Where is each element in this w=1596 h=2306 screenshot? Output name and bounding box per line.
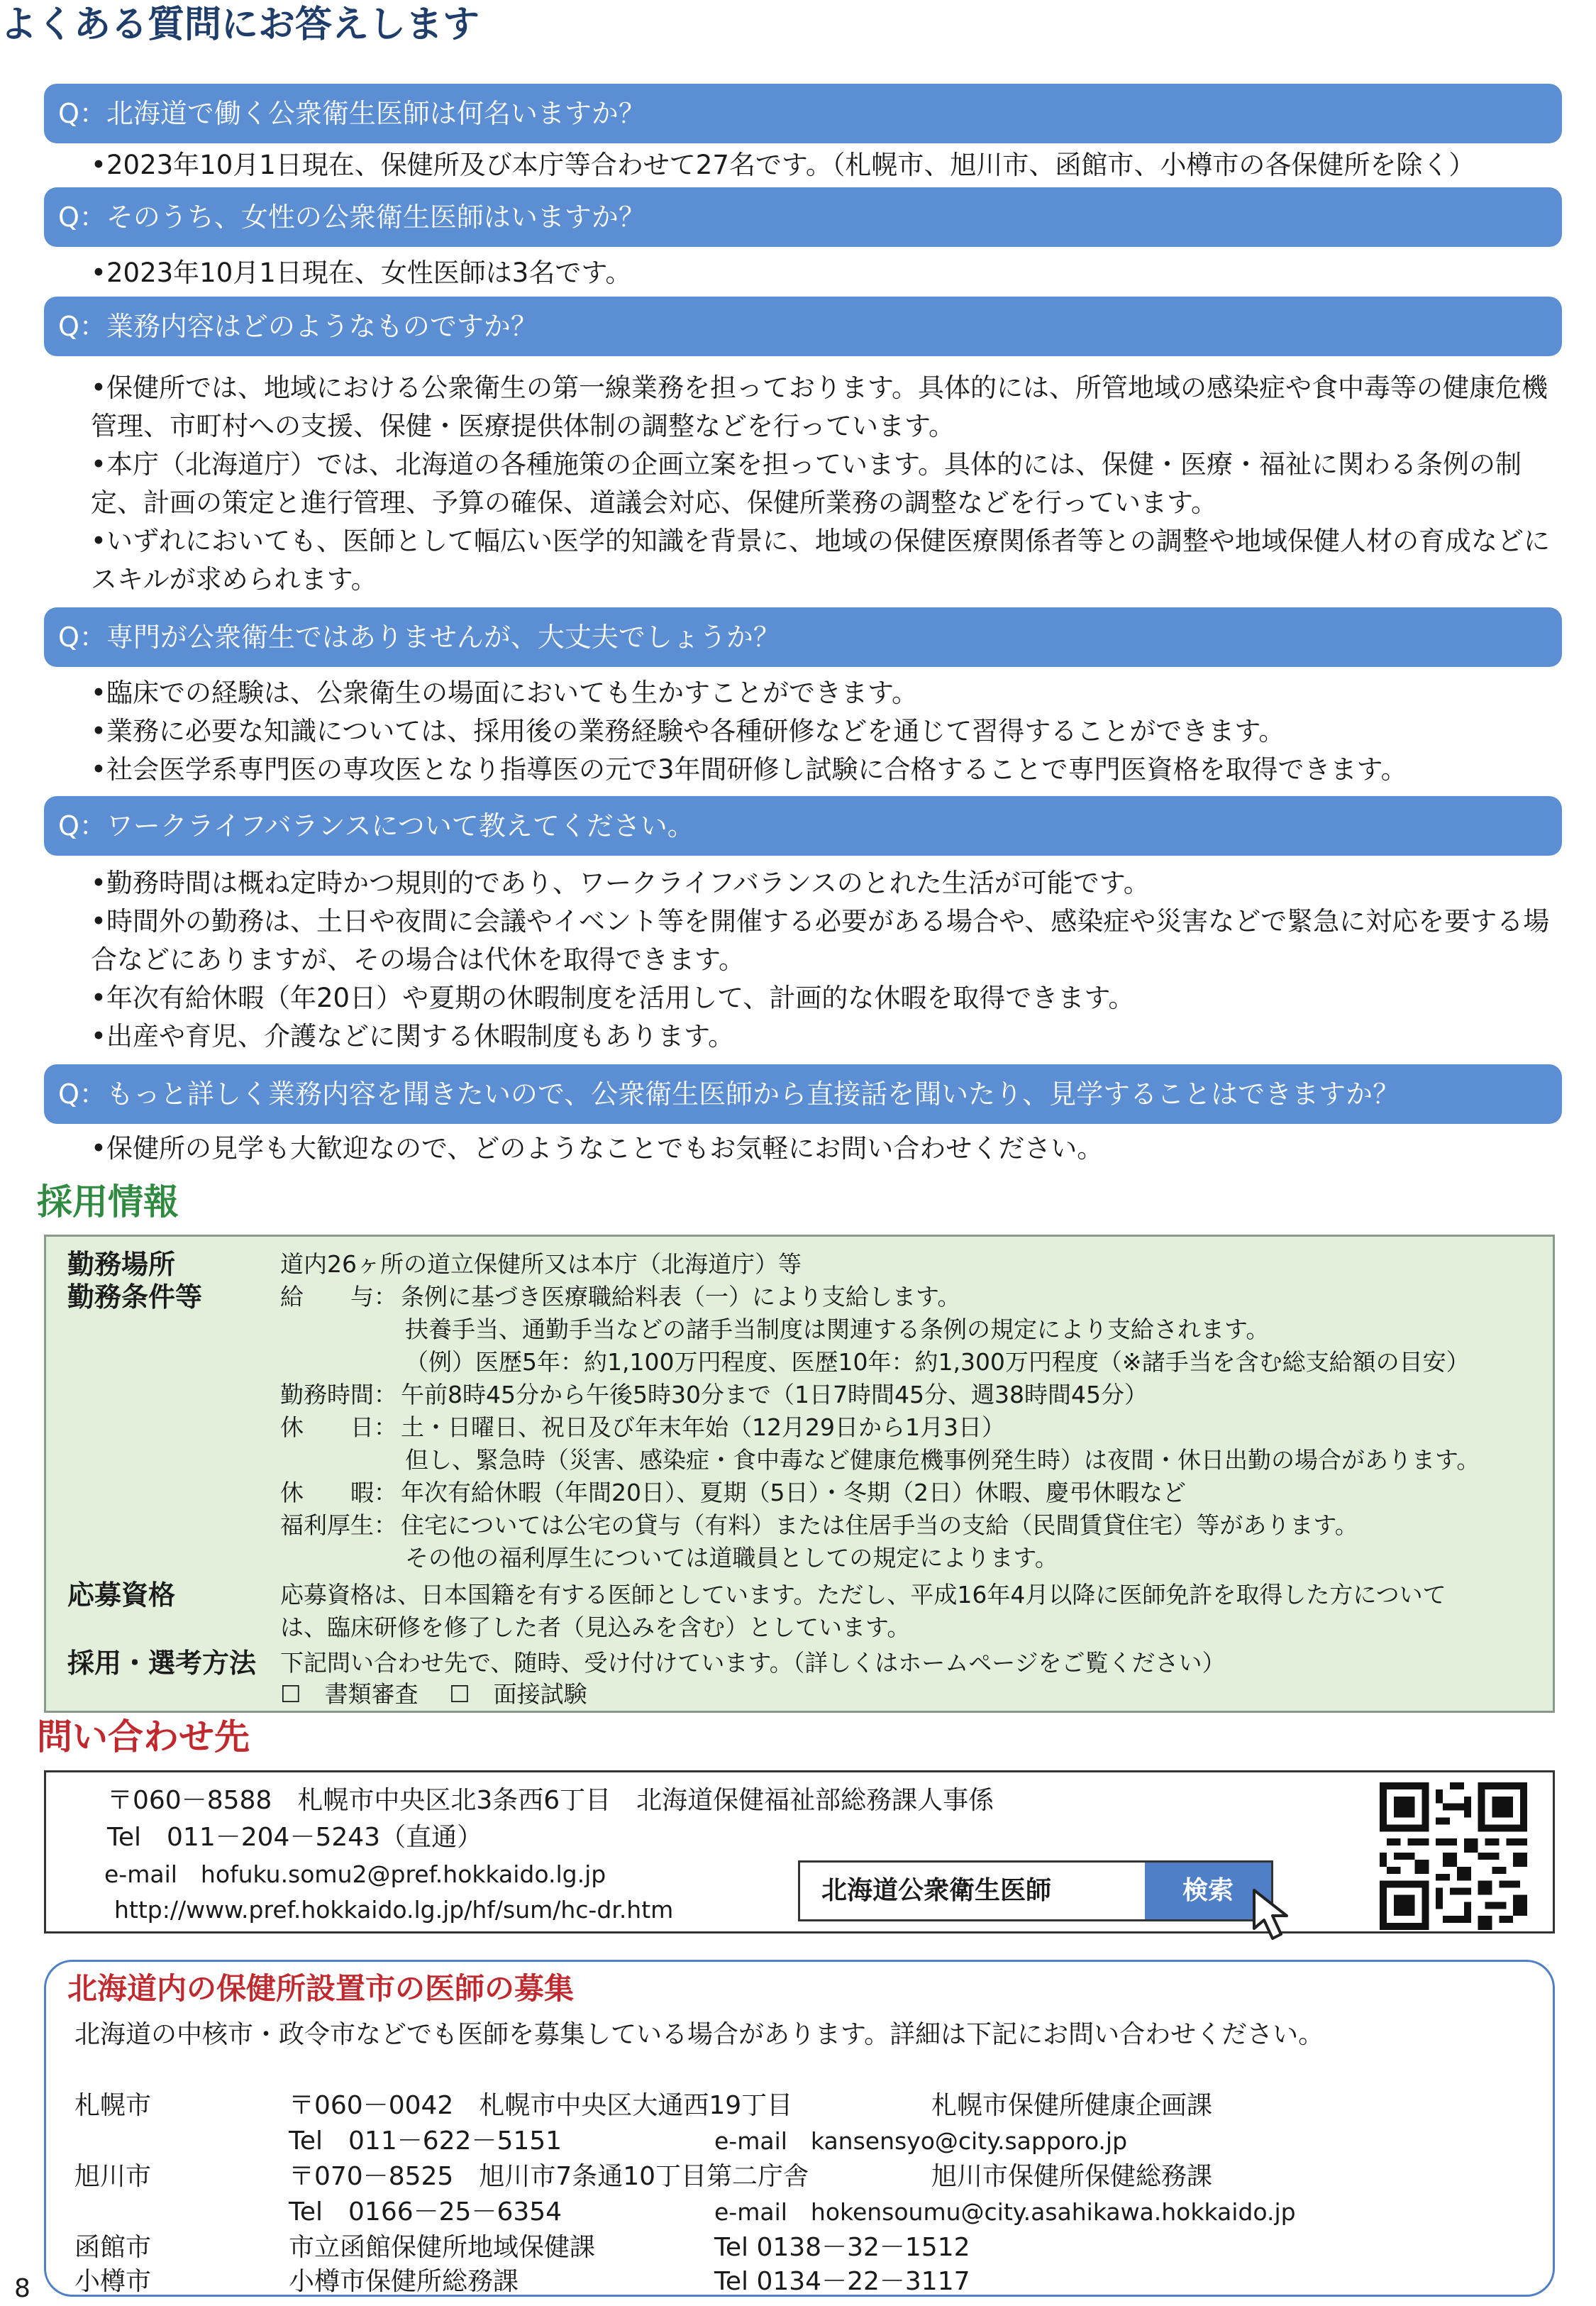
faq-answer-4 (91, 674, 1566, 789)
qualification-line-1: 応募資格は、日本国籍を有する医師としています。ただし、平成16年4月以降に医師免許を取得した方について (280, 1581, 1446, 1609)
faq-answer-6 (91, 1130, 1566, 1168)
qr-code-icon[interactable] (1380, 1782, 1527, 1930)
city-asahikawa-dept: 旭川市保健所保健総務課 (931, 2162, 1213, 2191)
city-otaru-name: 小樽市 (74, 2267, 152, 2296)
conditions-label: 勤務条件等 (67, 1281, 203, 1313)
holiday-line-1: 土・日曜日、祝日及び年末年始（12月29日から1月3日） (401, 1413, 1005, 1441)
city-hakodate-tel: Tel 0138－32－1512 (714, 2233, 970, 2262)
search-button[interactable]: 検索 (1145, 1863, 1271, 1919)
workplace-value: 道内26ヶ所の道立保健所又は本庁（北海道庁）等 (280, 1250, 802, 1278)
faq-question-6: Q：もっと詳しく業務内容を聞きたいので、公衆衛生医師から直接話を聞いたり、見学することはできますか？ (44, 1064, 1562, 1124)
faq-question-5: Q：ワークライフバランスについて教えてください。 (44, 796, 1562, 856)
city-asahikawa-email[interactable]: e-mail hokensoumu@city.asahikawa.hokkaido.jp (714, 2198, 1296, 2226)
list-item: • いずれにおいても、医師として幅広い医学的知識を背景に、地域の保健医療関係者等との調整や地域保健人材の育成などにスキルが求められます。 (91, 522, 1566, 599)
city-hakodate-dept: 市立函館保健所地域保健課 (289, 2233, 596, 2262)
faq-question-3: Q：業務内容はどのようなものですか？ (44, 297, 1562, 356)
city-asahikawa-name: 旭川市 (74, 2162, 152, 2191)
qualification-label: 応募資格 (67, 1579, 176, 1611)
hours-value: 午前8時45分から午後5時30分まで（1日7時間45分、週38時間45分） (401, 1381, 1148, 1408)
cursor-icon (1250, 1887, 1307, 1944)
list-item: • 年次有給休暇（年20日）や夏期の休暇制度を活用して、計画的な休暇を取得できます。 (91, 979, 1566, 1017)
welfare-line-1: 住宅については公宅の貸与（有料）または住居手当の支給（民間賃貸住宅）等があります。 (401, 1511, 1358, 1539)
leave-label: 休 暇： (280, 1479, 397, 1506)
list-item: • 2023年10月1日現在、女性医師は3名です。 (91, 254, 1566, 292)
list-item: • 時間外の勤務は、土日や夜間に会議やイベント等を開催する必要がある場合や、感染症や災害などで緊急に対応を要する場合などにありますが、その場合は代休を取得できます。 (91, 903, 1566, 979)
city-asahikawa-tel: Tel 0166－25－6354 (289, 2197, 563, 2227)
faq-answer-5 (91, 864, 1566, 1056)
list-item: • 出産や育児、介護などに関する休暇制度もあります。 (91, 1017, 1566, 1056)
list-item: • 勤務時間は概ね定時かつ規則的であり、ワークライフバランスのとれた生活が可能です。 (91, 864, 1566, 903)
list-item: • 保健所の見学も大歓迎なので、どのようなことでもお気軽にお問い合わせください。 (91, 1130, 1566, 1168)
faq-question-2: Q：そのうち、女性の公衆衛生医師はいますか？ (44, 187, 1562, 247)
list-item: • 2023年10月1日現在、保健所及び本庁等合わせて27名です。（札幌市、旭川市、函館市、小樽市の各保健所を除く） (91, 146, 1566, 184)
recruit-title: 採用情報 (37, 1181, 179, 1223)
city-sapporo-dept: 札幌市保健所健康企画課 (931, 2091, 1213, 2120)
workplace-label: 勤務場所 (67, 1249, 176, 1280)
contact-address: 〒060－8588 札幌市中央区北3条西6丁目 北海道保健福祉部総務課人事係 (107, 1786, 994, 1815)
qualification-line-2: は、臨床研修を修了した者（見込みを含む）としています。 (280, 1613, 911, 1641)
salary-line-1: 条例に基づき医療職給料表（一）により支給します。 (401, 1283, 961, 1311)
welfare-line-2: その他の福利厚生については道職員としての規定によります。 (405, 1544, 1058, 1572)
welfare-label: 福利厚生： (280, 1511, 397, 1539)
holiday-label: 休 日： (280, 1413, 397, 1441)
contact-email[interactable]: e-mail hofuku.somu2@pref.hokkaido.lg.jp (104, 1860, 606, 1888)
holiday-line-2: 但し、緊急時（災害、感染症・食中毒など健康危機事例発生時）は夜間・休日出勤の場合があります。 (405, 1446, 1480, 1474)
list-item: • 社会医学系専門医の専攻医となり指導医の元で3年間研修し試験に合格することで専門医資格を取得できます。 (91, 751, 1566, 789)
contact-title: 問い合わせ先 (37, 1716, 250, 1758)
faq-question-1: Q：北海道で働く公衆衛生医師は何名いますか？ (44, 84, 1562, 143)
cities-intro: 北海道の中核市・政令市などでも医師を募集している場合があります。詳細は下記にお問い合わせください。 (74, 2020, 1324, 2049)
city-sapporo-address: 〒060－0042 札幌市中央区大通西19丁目 (289, 2091, 793, 2120)
page-number: 8 (14, 2274, 31, 2303)
faq-answer-2 (91, 254, 1566, 292)
method-line-2: ☐ 書類審査 ☐ 面接試験 (280, 1680, 587, 1708)
leave-value: 年次有給休暇（年間20日）、夏期（5日）・冬期（2日）休暇、慶弔休暇など (401, 1479, 1186, 1506)
list-item: • 臨床での経験は、公衆衛生の場面においても生かすことができます。 (91, 674, 1566, 712)
salary-line-2: 扶養手当、通勤手当などの諸手当制度は関連する条例の規定により支給されます。 (405, 1315, 1270, 1343)
faq-answer-3 (91, 369, 1566, 599)
city-sapporo-email[interactable]: e-mail kansensyo@city.sapporo.jp (714, 2127, 1128, 2155)
contact-url[interactable]: http://www.pref.hokkaido.lg.jp/hf/sum/hc-dr.htm (114, 1896, 674, 1924)
salary-line-3: （例）医歴5年：約1,100万円程度、医歴10年：約1,300万円程度（※諸手当を含む総支給額の目安） (405, 1348, 1470, 1376)
search-box[interactable] (798, 1860, 1273, 1921)
list-item: • 本庁（北海道庁）では、北海道の各種施策の企画立案を担っています。具体的には、保健・医療・福祉に関わる条例の制定、計画の策定と進行管理、予算の確保、道議会対応、保健所業務の調整などを行っています。 (91, 446, 1566, 522)
contact-tel: Tel 011－204－5243（直通） (107, 1823, 483, 1852)
faq-question-4: Q：専門が公衆衛生ではありませんが、大丈夫でしょうか？ (44, 607, 1562, 667)
city-otaru-tel: Tel 0134－22－3117 (714, 2267, 970, 2296)
faq-title: よくある質問にお答えします (0, 4, 480, 46)
city-sapporo-name: 札幌市 (74, 2091, 152, 2120)
city-otaru-dept: 小樽市保健所総務課 (289, 2267, 519, 2296)
city-sapporo-tel: Tel 011－622－5151 (289, 2126, 563, 2156)
salary-label: 給 与： (280, 1283, 397, 1311)
method-label: 採用・選考方法 (67, 1648, 257, 1679)
faq-answer-1 (91, 146, 1566, 184)
recruit-box (44, 1235, 1555, 1713)
cities-box (44, 1960, 1555, 2297)
city-hakodate-name: 函館市 (74, 2233, 152, 2262)
list-item: • 業務に必要な知識については、採用後の業務経験や各種研修などを通じて習得することができます。 (91, 712, 1566, 751)
list-item: • 保健所では、地域における公衆衛生の第一線業務を担っております。具体的には、所管地域の感染症や食中毒等の健康危機管理、市町村への支援、保健・医療提供体制の調整などを行っています。 (91, 369, 1566, 446)
hours-label: 勤務時間： (280, 1381, 397, 1408)
cities-title: 北海道内の保健所設置市の医師の募集 (67, 1971, 575, 2006)
city-asahikawa-address: 〒070－8525 旭川市7条通10丁目第二庁舎 (289, 2162, 809, 2191)
method-line-1: 下記問い合わせ先で、随時、受け付けています。（詳しくはホームページをご覧ください） (280, 1649, 1226, 1677)
search-input[interactable]: 北海道公衆衛生医師 (821, 1876, 1052, 1905)
